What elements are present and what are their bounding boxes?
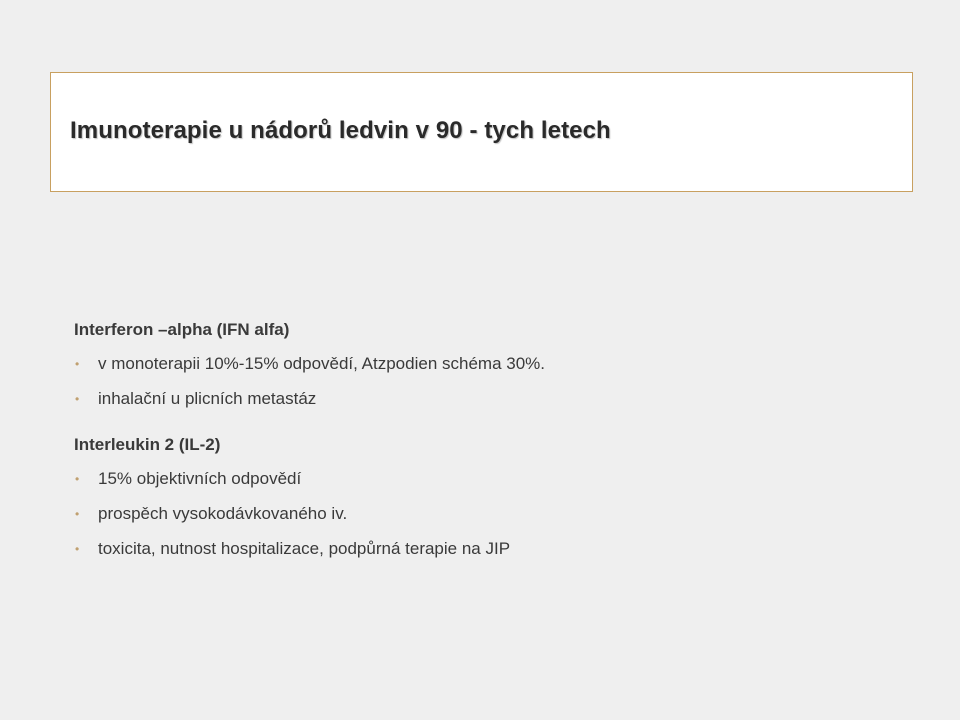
bullet-dot-icon: • [75,472,80,486]
slide-title: Imunoterapie u nádorů ledvin v 90 - tych letech [70,117,611,144]
title-box [50,72,913,192]
slide-content [74,318,874,572]
bullet-text: v monoterapii 10%-15% odpovědí, Atzpodien schéma 30%. [98,354,545,373]
section-heading: Interleukin 2 (IL-2) [74,435,221,454]
section-heading: Interferon –alpha (IFN alfa) [74,320,290,339]
bullet-text: prospěch vysokodávkovaného iv. [98,504,348,523]
section-interferon [74,318,874,411]
bullet-text: inhalační u plicních metastáz [98,389,317,408]
bullet-item [74,467,874,491]
bullet-dot-icon: • [75,357,80,371]
bullet-dot-icon: • [75,392,80,406]
bullet-item [74,352,874,376]
bullet-list [74,352,874,411]
bullet-text: toxicita, nutnost hospitalizace, podpůrná terapie na JIP [98,539,511,558]
bullet-list [74,467,874,561]
bullet-dot-icon: • [75,507,80,521]
bullet-dot-icon: • [75,542,80,556]
bullet-item [74,537,874,561]
bullet-item [74,502,874,526]
bullet-item [74,387,874,411]
bullet-text: 15% objektivních odpovědí [98,469,302,488]
section-interleukin [74,433,874,561]
